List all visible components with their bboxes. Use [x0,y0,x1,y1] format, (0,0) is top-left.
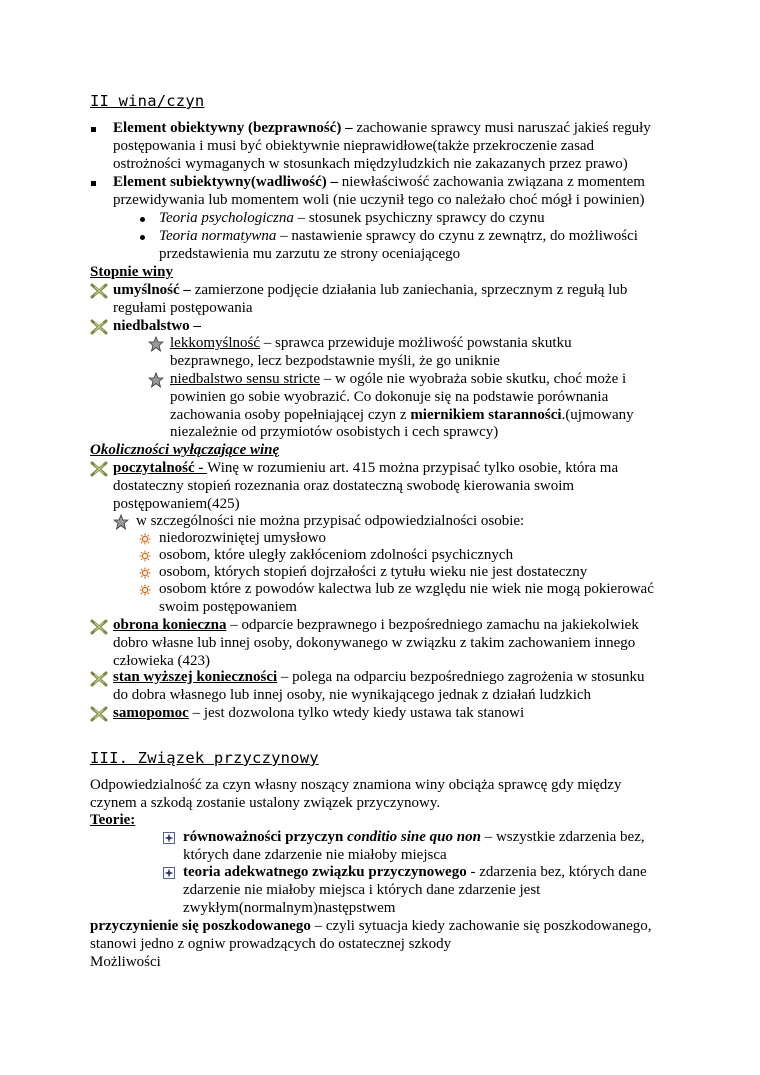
bullet-element-subiektywny: Element subiektywny(wadliwość) – niewłaściwość zachowania związana z momentem przewidywania lub momentem woli (nie uczynił tego co należało choć mógł i powinien) [113,174,645,208]
item-samopomoc: samopomoc – jest dozwolona tylko wtedy kiedy ustawa tak stanowi [113,705,525,721]
item-lekkomyslnosc: lekkomyślność – sprawca przewiduje możliwość powstania skutku bezprawnego, lecz bezpodstawnie myśli, że go uniknie [170,335,572,369]
square-bullet-icon [91,127,96,132]
sun-icon [139,567,151,579]
item-poczytalnosc: poczytalność - Winę w rozumieniu art. 415 można przypisać tylko osobie, która ma dostateczny stopień rozeznania oraz dostateczną swobodę kierowania swoim postępowaniem(425) [113,460,619,512]
theory-adekwatnego: teoria adekwatnego związku przyczynowego - zdarzenia bez, których dane zdarzenie nie miałoby miejsca i których dane zdarzenie jest zwykłym(normalnym)następstwem [183,864,647,916]
item-obrona-konieczna: obrona konieczna – odparcie bezprawnego i bezpośredniego zamachu na jakiekolwiek dobro własne lub innej osoby, dokonywanego w związku z takim zachowaniem innego człowieka (423) [113,617,639,669]
sun-icon [139,533,151,545]
case-kalectwo: osobom które z powodów kalectwa lub ze względu nie wiek nie mogą pokierować swoim postępowaniem [159,581,654,615]
subheading-stopnie-winy: Stopnie winy [90,264,173,280]
theory-normative: Teoria normatywna – nastawienie sprawcy do czynu z zewnątrz, do możliwości przedstawienia mu zarzutu ze strony oceniającego [159,228,638,262]
sun-icon [139,584,151,596]
item-umyslnosc: umyślność – zamierzone podjęcie działania lub zaniechania, sprzecznym z regułą lub regułami postępowania [113,282,628,316]
theory-rownowaznosci: równoważności przyczyn conditio sine quo non – wszystkie zdarzenia bez, których dane zdarzenie nie miałoby miejsca [183,829,645,863]
cross-icon [90,461,108,477]
section-heading-3: III. Związek przyczynowy [90,749,319,767]
sun-icon [139,550,151,562]
cross-icon [90,319,108,335]
bullet-dot-icon [140,217,145,222]
case-niedorozwinietej: niedorozwiniętej umysłowo [159,530,327,546]
cross-icon [90,671,108,687]
case-zaklocenia: osobom, które uległy zakłóceniom zdolności psychicznych [159,547,514,563]
cross-icon [90,706,108,722]
maltese-cross-icon [163,867,175,879]
item-niedbalstwo: niedbalstwo – [113,318,201,334]
paragraph-przyczynienie: przyczynienie się poszkodowanego – czyli sytuacja kiedy zachowanie się poszkodowanego, stanowi jedno z ogniw prowadzących do ostatecznej szkody Możliwości [90,918,652,970]
theory-psychological: Teoria psychologiczna – stosunek psychiczny sprawcy do czynu [159,210,545,226]
subheading-teorie: Teorie: [90,812,136,828]
square-bullet-icon [91,181,96,186]
case-dojrzalosc: osobom, których stopień dojrzałości z tytułu wieku nie jest dostateczny [159,564,588,580]
star-icon [148,372,164,388]
item-stan-wyzszej-koniecznosci: stan wyższej konieczności – polega na odparciu bezpośredniego zagrożenia w stosunku do dobra własnego lub innej osoby, nie wynikającego jednak z działań ludzkich [113,669,645,703]
star-icon [148,336,164,352]
bullet-dot-icon [140,235,145,240]
item-niedbalstwo-sensu-stricte: niedbalstwo sensu stricte – w ogóle nie wyobraża sobie skutku, choć może i powinien go sobie wyobrazić. Co dokonuje się na podstawie porównania zachowania osoby popełniającej czyn z miernikiem staranności.(ujmowany niezależnie od przymiotów osobistych i cech sprawcy) [170,371,634,441]
section-heading-2: II wina/czyn [90,92,205,110]
maltese-cross-icon [163,832,175,844]
subheading-okolicznosci: Okoliczności wyłączające winę [90,442,280,458]
star-icon [113,514,129,530]
item-w-szczegolnosci: w szczególności nie można przypisać odpowiedzialności osobie: [136,513,525,529]
cross-icon [90,619,108,635]
cross-icon [90,283,108,299]
bullet-element-obiektywny: Element obiektywny (bezprawność) – zachowanie sprawcy musi naruszać jakieś reguły postępowania i musi być obiektywnie nieprawidłowe(także przekroczenie zasad ostrożności wymaganych w stosunkach międzyludzkich nie zakazanych przez prawo) [113,120,651,172]
paragraph-odpowiedzialnosc: Odpowiedzialność za czyn własny noszący znamiona winy obciąża sprawcę gdy między czynem a szkodą zostanie ustalony związek przyczynowy. [90,777,622,811]
